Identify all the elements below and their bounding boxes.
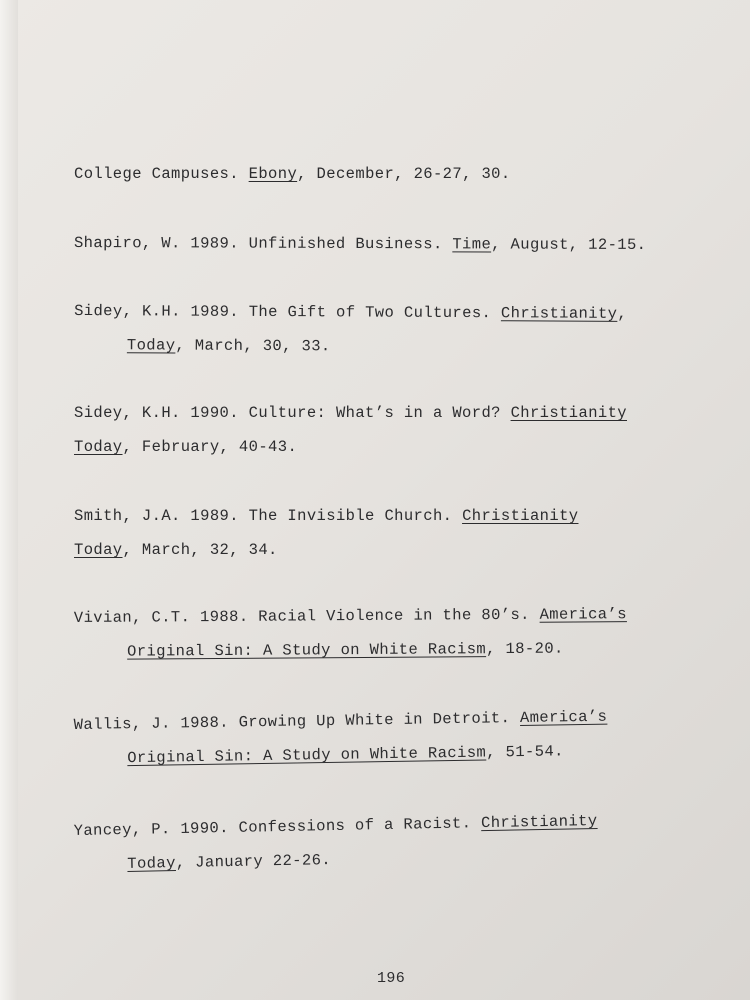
reference-line: Today, March, 30, 33. [126,336,331,356]
reference-entry [73,804,598,882]
reference-entry [74,157,511,191]
reference-entry [74,294,627,365]
publication-title: Original Sin: A Study on White Racism [127,640,487,661]
publication-title: Christianity [462,507,579,525]
publication-title: Christianity [500,304,618,323]
publication-title: Original Sin: A Study on White Racism [127,743,487,768]
publication-title: Christianity [510,404,627,422]
reference-line: Sidey, K.H. 1989. The Gift of Two Cultures. Christianity, [74,302,628,323]
publication-title: Today [74,541,123,559]
reference-line: Smith, J.A. 1989. The Invisible Church. Christianity [74,507,579,525]
publication-title: Today [126,336,176,355]
reference-entry [74,597,627,669]
reference-line: Wallis, J. 1988. Growing Up White in Detroit. America’s [73,707,608,735]
reference-line: Original Sin: A Study on White Racism, 51-54. [127,742,564,768]
reference-entry [74,499,578,567]
reference-entry [73,700,608,776]
publication-title: Time [452,235,492,254]
publication-title: Ebony [248,165,298,183]
reference-line: Today, January 22-26. [127,851,332,873]
reference-line: Sidey, K.H. 1990. Culture: What’s in a Word? Christianity [74,404,627,422]
reference-line: Original Sin: A Study on White Racism, 18-20. [127,639,564,661]
reference-line: Today, March, 32, 34. [74,541,278,559]
page-number: 196 [377,970,406,987]
reference-line: Vivian, C.T. 1988. Racial Violence in the 80’s. America’s [73,605,627,628]
reference-line: Yancey, P. 1990. Confessions of a Racist. Christianity [73,811,598,841]
reference-line: Shapiro, W. 1989. Unfinished Business. Time, August, 12-15. [73,234,647,254]
reference-entry [74,396,627,464]
publication-title: America’s [539,605,627,624]
publication-title: Christianity [480,811,598,833]
publication-title: America’s [519,707,608,727]
publication-title: Today [127,854,176,873]
reference-line: Today, February, 40-43. [74,438,298,456]
publication-title: Today [74,438,123,456]
reference-entry [74,226,647,262]
reference-line: College Campuses. Ebony, December, 26-27, 30. [74,165,511,183]
